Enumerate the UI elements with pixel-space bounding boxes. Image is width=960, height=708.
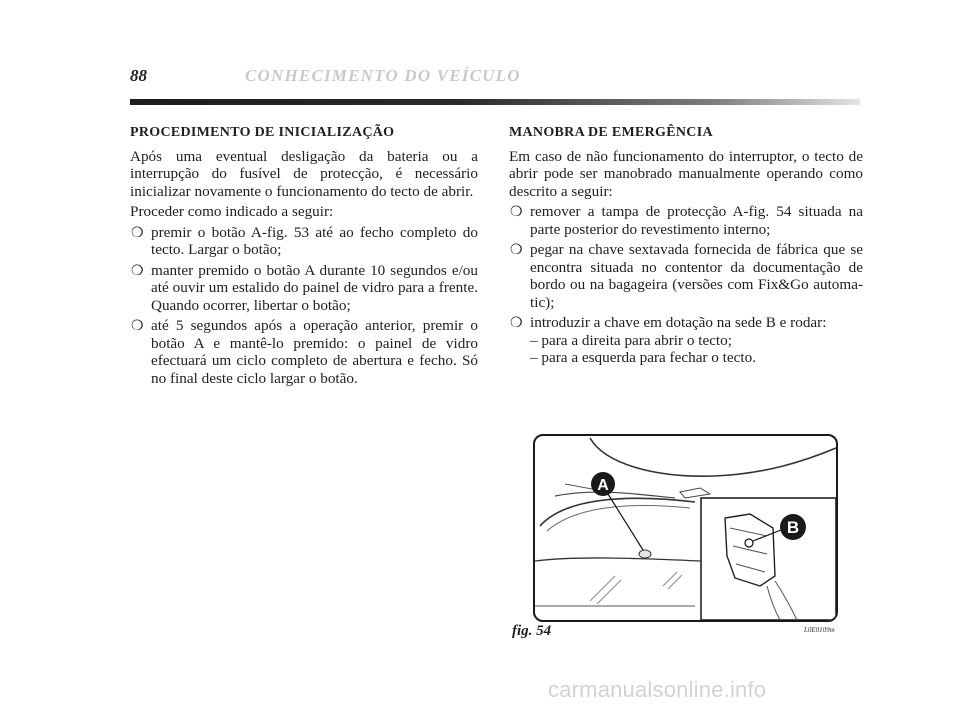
paragraph-intro: Após uma eventual desligação da bateria ou a interrupção do fusível de protecção, é necessário inicializar novamente o funcionamento do tecto de abrir. xyxy=(130,147,478,200)
bullet-icon: ❍ xyxy=(131,319,144,334)
running-head: CONHECIMENTO DO VEÍCULO xyxy=(245,66,521,85)
list-item-text: pegar na chave sextavada fornecida de fábrica que se encontra situada no contentor da documentação de bordo ou na bagageira (versões com Fix&Go automa-tic); xyxy=(530,241,863,311)
bullet-icon: ❍ xyxy=(510,243,523,258)
section-heading-emergency: MANOBRA DE EMERGÊNCIA xyxy=(509,125,713,140)
sub-item-open: – para a direita para abrir o tecto; xyxy=(530,331,732,349)
list-item xyxy=(509,203,863,238)
list-item xyxy=(130,262,478,315)
list-item-text: manter premido o botão A durante 10 segundos e/ou até ouvir um estalido do painel de vidro para a frente. Quando ocorrer, libertar o botão; xyxy=(151,261,478,314)
list-item xyxy=(130,224,478,259)
paragraph-lead: Proceder como indicado a seguir: xyxy=(130,203,334,220)
watermark: carmanualsonline.info xyxy=(548,677,767,702)
header-rule xyxy=(130,99,860,105)
left-column xyxy=(130,124,478,390)
list-item-text: até 5 segundos após a operação anterior, premir o botão A e mantê-lo premido: o painel de vidro efectuará um ciclo completo de abertura e fecho. Só no final deste ciclo largar o botão. xyxy=(151,317,478,387)
figure-caption: fig. 54 xyxy=(512,623,552,639)
list-item-text: premir o botão A-fig. 53 até ao fecho completo do tecto. Largar o botão; xyxy=(151,223,478,258)
bullet-icon: ❍ xyxy=(131,263,144,279)
list-item xyxy=(509,314,863,367)
step-list xyxy=(130,224,478,388)
bullet-icon: ❍ xyxy=(131,225,144,241)
list-item-text: remover a tampa de protecção A-fig. 54 situada na parte posterior do revestimento interno; xyxy=(530,203,863,238)
list-item xyxy=(509,241,863,311)
section-heading-initialization: PROCEDIMENTO DE INICIALIZAÇÃO xyxy=(130,125,395,140)
callout-b-label: B xyxy=(786,518,800,537)
figure-code: L0E0109m xyxy=(804,626,835,634)
figure-54-illustration xyxy=(533,434,838,622)
bullet-icon: ❍ xyxy=(510,205,523,220)
page-number: 88 xyxy=(130,66,147,85)
list-item xyxy=(130,317,478,387)
bullet-icon: ❍ xyxy=(510,316,523,331)
right-column xyxy=(509,124,863,370)
step-list xyxy=(509,203,863,367)
paragraph-intro: Em caso de não funcionamento do interruptor, o tecto de abrir pode ser manobrado manualmente operando como descrito a seguir: xyxy=(509,147,863,200)
roof-trim-drawing xyxy=(535,436,836,620)
callout-a-label: A xyxy=(597,477,609,494)
list-item-text: introduzir a chave em dotação na sede B e rodar: xyxy=(530,314,827,331)
sub-item-close: – para a esquerda para fechar o tecto. xyxy=(530,349,756,366)
